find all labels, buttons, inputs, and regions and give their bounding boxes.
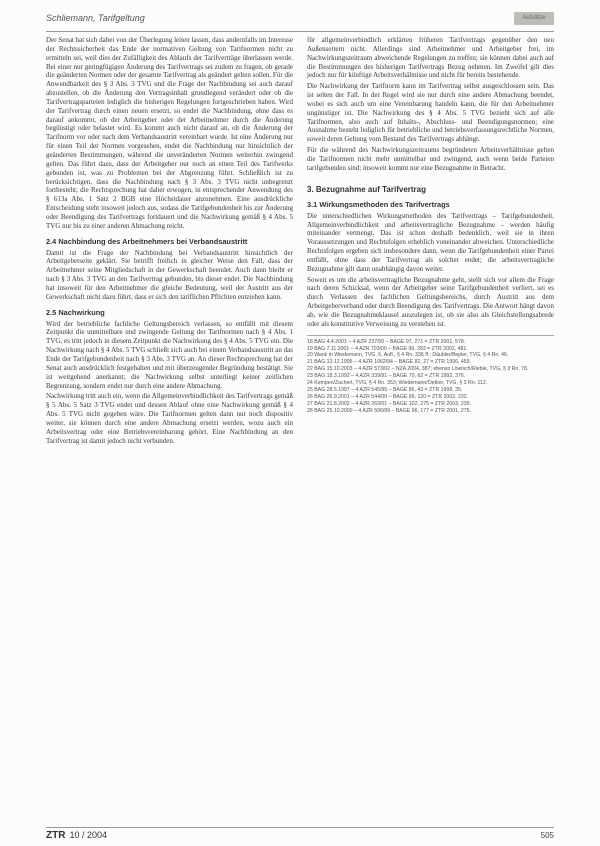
body-paragraph: Soweit es um die arbeitsvertragliche Bezugnahme geht, stellt sich vor allem die Frage nach deren Schicksal, wenn der Arbeitgeber seine Tarifgebundenheit verliert, sei es durch Verlassen des fachlichen Geltungsbereichs, durch Austritt aus dem Arbeitgeberverband oder durch Beendigung des Tarifvertrags. Die Antwort hängt davon ab, wie die Bezugnahmeklausel auszulegen ist, ob sie also als Gleichstellungsabrede oder als konstitutive Verweisung zu verstehen ist. bbox=[307, 275, 554, 328]
body-paragraph: Für die während des Nachwirkungszeitraums begründeten Arbeitsverhältnisse gelten die Tarifnormen nicht mehr unmittelbar und zwingend, auch wenn beide Parteien tarifgebunden sind; insoweit kommt nur eine Bezugnahme in Betracht. bbox=[307, 146, 554, 172]
footnote: 20 Wank in Wiedemann, TVG, 6. Aufl., § 4 Rn. 336 ff.; Däubler/Bepler, TVG, § 4 Rn. 46. bbox=[307, 352, 509, 359]
page-number: 505 bbox=[540, 831, 554, 840]
header-rule bbox=[46, 31, 554, 32]
section-badge: Aufsätze bbox=[514, 12, 554, 25]
body-paragraph: Nachwirkung tritt auch ein, wenn die Allgemeinverbindlichkeit des Tarifvertrags gemäß § 5 Abs. 5 Satz 3 TVG endet und dessen Ablauf ohne eine Nachwirkung gemäß § 4 Abs. 5 TVG nicht gegeben wäre. Die Tarifnormen gelten dann nur noch dispositiv weiter, sie können durch eine andere Abmachung ersetzt werden, wozu auch ein Arbeitsvertrag oder eine Betriebsvereinbarung gehört. Eine Nachbindung an den Tarifvertrag ist damit jedoch nicht verbunden. bbox=[46, 392, 293, 445]
body-paragraph: Die unterschiedlichen Wirkungsmethoden des Tarifvertrags – Tarifgebundenheit, Allgemeinverbindlichkeit und arbeitsvertragliche Bezugnahme – werden häufig miteinander vermengt. Das ist schon deshalb bedenklich, weil sie in ihren Voraussetzungen und Rechtsfolgen erheblich voneinander abweichen. Unterschiedliche Rechtsfolgen ergeben sich insbesondere dann, wenn die Tarifgebundenheit einer Partei entfällt, ohne dass der Tarifvertrag als solcher endet; die arbeitsvertragliche Bezugnahme gilt dann unabhängig davon weiter. bbox=[307, 211, 554, 273]
footnotes bbox=[307, 335, 554, 415]
footnote: 18 BAG 4.4.2001 – 4 AZR 237/00 – BAGE 97, 271 = ZTR 2001, 578. bbox=[307, 338, 466, 345]
footnote: 24 Kempen/Zachert, TVG, § 4 Rn. 353; Wiedemann/Oetker, TVG, § 3 Rn. 112. bbox=[307, 380, 488, 387]
issue-number: 10 / 2004 bbox=[69, 830, 107, 840]
section-heading-2-4: 2.4 Nachbindung des Arbeitnehmers bei Verbandsaustritt bbox=[46, 236, 248, 246]
right-column bbox=[307, 36, 554, 415]
left-column bbox=[46, 36, 293, 447]
body-paragraph: Der Senat hat sich dabei von der Überlegung leiten lassen, dass andernfalls im Interesse der Rechtssicherheit das Ende der normativen Geltung von Tarifnormen nicht zu ermitteln sei, weil dies der Zufälligkeit des Ablaufs der Tarifverträge überlassen werde. Bei einer nur geringfügigen Änderung des Tarifvertrags sei zudem zu fragen, ob gerade die geänderten Normen oder der gesamte Tarifvertrag als geändert gelten sollen. Für die Anwendbarkeit des § 3 Abs. 3 TVG und die Frage der Nachbindung sei auch darauf abzustellen, ob die Änderung den Vertragsinhalt grundlegend verändert oder ob die Tarifvertragsparteien lediglich die bisherigen Regelungen fortgeschrieben haben. Wird der Tarifvertrag durch einen neuen ersetzt, so endet die Nachbindung, ohne dass es darauf ankommt, ob der Arbeitgeber oder der Arbeitnehmer durch die Änderung begünstigt oder belastet wird. Es kommt auch nicht darauf an, ob die Änderung der Tarifnorm vor oder nach dem Verbandsaustritt vereinbart wurde. Ist eine Änderung nur für einen Teil der Normen vorgesehen, endet die Nachbindung nur hinsichtlich der geänderten Bestimmungen, während die unveränderten Normen weiterhin zwingend gelten. Das führt dazu, dass der Arbeitgeber nur noch an einen Teil des Tarifwerks gebunden ist, was zu Problemen bei der Abgrenzung führt. Schließlich ist zu berücksichtigen, dass die Nachbindung nach § 3 Abs. 3 TVG nicht unbegrenzt fortbesteht; die Rechtsprechung hat daher erwogen, in entsprechender Anwendung des § 613a Abs. 1 Satz 2 BGB eine Höchstdauer anzunehmen. Eine ausdrückliche Entscheidung steht insoweit jedoch aus, sodass die Tarifgebundenheit bis zur Änderung oder Beendigung des Tarifvertrags fortdauert und die Nachwirkung gemäß § 4 Abs. 5 TVG nur bis zu einer anderen Abmachung reicht. bbox=[46, 36, 293, 230]
section-heading-3: 3. Bezugnahme auf Tarifvertrag bbox=[307, 184, 426, 194]
page-header bbox=[46, 12, 554, 28]
body-paragraph: Damit ist die Frage der Nachbindung bei Verbandsaustritt hinsichtlich der Arbeitgeberseite geklärt. Sie betrifft freilich in gleicher Weise den Fall, dass der Arbeitnehmer seine Mitgliedschaft in der Gewerkschaft beendet. Auch dann bleibt er nach § 3 Abs. 3 TVG an den Tarifvertrag gebunden, bis dieser endet. Die Nachbindung hat insoweit für den Arbeitnehmer die gleiche Bedeutung, weil der Austritt aus der Gewerkschaft nicht dazu führt, dass er sich den tariflichen Pflichten entziehen kann. bbox=[46, 248, 293, 301]
footnote: 26 BAG 26.9.2001 – 4 AZR 544/00 – BAGE 99, 120 = ZTR 2002, 232. bbox=[307, 393, 469, 400]
section-heading-2-5: 2.5 Nachwirkung bbox=[46, 307, 105, 317]
footnote: 27 BAG 21.8.2002 – 4 AZR 263/01 – BAGE 102, 275 = ZTR 2003, 239. bbox=[307, 400, 471, 407]
running-head: Schliemann, Tarifgeltung bbox=[46, 13, 145, 23]
footnote: 28 BAG 25.10.2000 – 4 AZR 506/99 – BAGE 96, 177 = ZTR 2001, 275. bbox=[307, 407, 471, 414]
journal-citation bbox=[46, 830, 107, 841]
footnote: 19 BAG 7.11.2001 – 4 AZR 703/00 – BAGE 99, 283 = ZTR 2002, 481. bbox=[307, 345, 468, 352]
body-paragraph: Die Nachwirkung der Tarifnorm kann im Tarifvertrag selbst ausgeschlossen sein. Das ist selten der Fall. In der Regel wird sie nur durch eine andere Abmachung beendet, wobei es sich auch um eine Vereinbarung handeln kann, die für den Arbeitnehmer ungünstiger ist. Die Nachwirkung des § 4 Abs. 5 TVG bezieht sich auf alle Tarifnormen, also auch auf Inhalts-, Abschluss- und Beendigungsnormen; eine Ausnahme besteht lediglich für betriebliche und betriebsverfassungsrechtliche Normen, soweit deren Geltung vom Bestand des Tarifvertrags abhängt. bbox=[307, 82, 554, 144]
footnote: 21 BAG 13.12.1995 – 4 AZR 1062/94 – BAGE 82, 27 = ZTR 1996, 459. bbox=[307, 359, 471, 366]
section-heading-3-1: 3.1 Wirkungsmethoden des Tarifvertrags bbox=[307, 199, 450, 209]
footnote: 23 BAG 18.3.1992 – 4 AZR 339/91 – BAGE 70, 62 = ZTR 1992, 376. bbox=[307, 373, 466, 380]
body-paragraph: Wird der betriebliche fachliche Geltungsbereich verlassen, so entfällt mit diesem Zeitpunkt die unmittelbare und zwingende Geltung der Tarifnormen nach § 4 Abs. 1 TVG, es tritt jedoch in diesem Zeitpunkt die Nachwirkung des § 4 Abs. 5 TVG ein. Die Nachwirkung nach § 4 Abs. 5 TVG schließt sich auch bei einem Verbandsaustritt an das Ende der Tarifgebundenheit nach § 3 Abs. 3 TVG an. An dieser Rechtsprechung hat der Senat auch ausdrücklich festgehalten und mit überzeugender Begründung bestätigt. Sie ist weitgehend anerkannt; die Nachwirkung selbst unterliegt keiner zeitlichen Begrenzung, sondern endet nur durch eine andere Abmachung. bbox=[46, 319, 293, 390]
journal-logo: ZTR bbox=[46, 830, 66, 841]
body-paragraph: für allgemeinverbindlich erklärten früheren Tarifvertrags gegenüber den neu Außenseitern nicht. Allerdings sind Arbeitnehmer und Arbeitgeber frei, im Nachwirkungszeitraum abweichende Regelungen zu treffen; sie können dabei auch auf die Bestimmungen des bisherigen Tarifvertrags Bezug nehmen. Im Zweifel gilt dies jedoch nur für künftige Arbeitsverhältnisse und nicht für bereits bestehende. bbox=[307, 36, 554, 80]
footnote: 22 BAG 15.10.2003 – 4 AZR 573/02 – NZA 2004, 387; ebenso Löwisch/Rieble, TVG, § 3 Rn. 78. bbox=[307, 366, 529, 373]
footnote: 25 BAG 28.5.1997 – 4 AZR 545/95 – BAGE 86, 43 = ZTR 1998, 35. bbox=[307, 386, 463, 393]
footer-rule bbox=[46, 827, 554, 828]
